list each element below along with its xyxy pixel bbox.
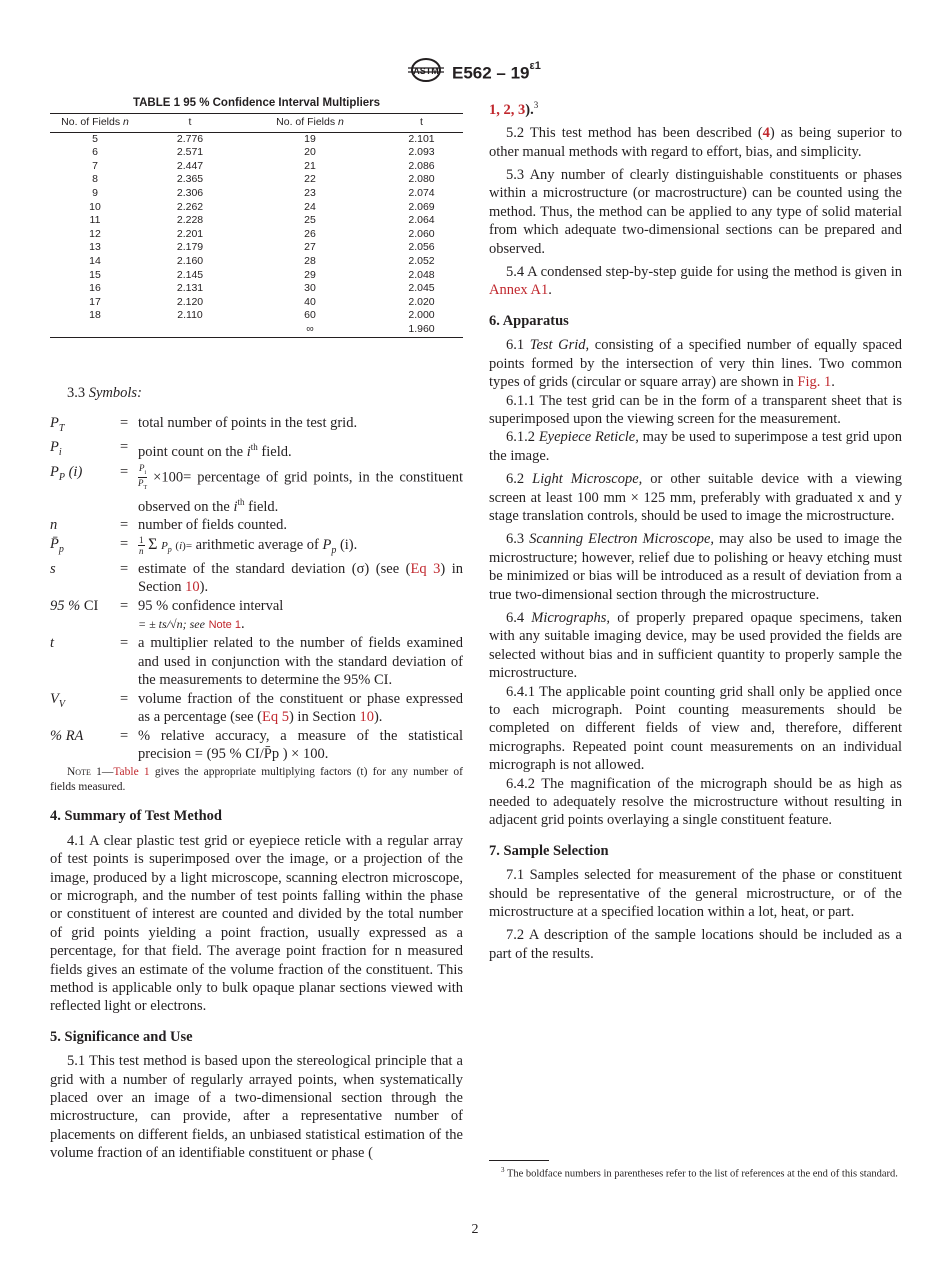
equals: =: [120, 535, 129, 552]
table-cell: 2.160: [176, 254, 204, 267]
ref-link[interactable]: 4: [762, 125, 770, 142]
table-cell: 15: [89, 268, 101, 281]
equals: =: [120, 597, 129, 614]
table-cell: 2.776: [176, 132, 204, 145]
table-cell: 2.052: [408, 254, 435, 267]
table-cell: 13: [89, 241, 101, 254]
table-cell: 24: [304, 200, 316, 213]
table-cell: 2.201: [176, 227, 204, 240]
symbol-row: [50, 516, 463, 534]
paragraph: 5.4 A condensed step-by-step guide for using the method is given in Annex A1.: [489, 264, 902, 299]
table-row: [50, 255, 463, 269]
equals: =: [120, 517, 129, 534]
right-column: [489, 96, 902, 968]
equals: =: [120, 727, 129, 744]
table-header: t: [140, 114, 240, 133]
section-heading: 4. Summary of Test Method: [50, 808, 222, 825]
table-cell: 2.365: [176, 173, 204, 186]
table-cell: 1.960: [380, 323, 463, 337]
table-cell: 14: [89, 254, 101, 267]
symbol-row: [50, 727, 463, 764]
footnote: $^3$ The boldface numbers in parentheses refer to the list of references at the end of this standard.: [501, 1166, 898, 1180]
paragraph: 5.3 Any number of clearly distinguishable constituents or phases within a microstructure (or macrostructure) can be counted using the method. Thus, the method can be applied to any type of solid material from which adequate two-dimensional sections can be prepared and observed.: [489, 167, 902, 257]
section-heading: 7. Sample Selection: [489, 842, 609, 859]
table-cell: 2.020: [408, 295, 435, 308]
paragraph: 4.1 A clear plastic test grid or eyepiece reticle with a regular array of test points is superimposed over the image, or a projection of the image, produced by a light microscope, scanning electron microscope, or micrograph, and the number of test points falling within the phase or constituent of interest are counted and divided by the total number of grid points yielding a point fraction, usually expressed as a percentage, for that field. The average point fraction for n measured fields gives an estimate of the volume fraction of the constituent. This method is applicable only to bulk opaque planar sections viewed with reflected light or electrons.: [50, 832, 463, 1015]
symbol-definition: 95 % confidence interval = ± ts/√n; see Note 1.: [138, 597, 284, 633]
table-title: TABLE 1 95 % Confidence Interval Multipliers: [132, 97, 381, 109]
table-header: No. of Fields n: [50, 114, 140, 133]
table-cell: 8: [92, 173, 98, 186]
symbol: % RA: [50, 727, 84, 744]
table-cell: 7: [92, 159, 98, 172]
table-cell: 27: [304, 241, 316, 254]
section10-link[interactable]: 10: [359, 709, 374, 726]
table-cell: 2.064: [408, 214, 435, 227]
equals: =: [120, 690, 129, 707]
table-cell: 18: [89, 309, 101, 322]
symbol: s: [50, 560, 56, 577]
symbol: $V_V$: [50, 690, 65, 710]
fig1-link[interactable]: Fig. 1: [797, 374, 832, 391]
paragraph: 6.1.2 Eyepiece Reticle, may be used to superimpose a test grid upon the image.: [489, 429, 902, 464]
paragraph: 6.1.1 The test grid can be in the form of a transparent sheet that is superimposed upon the viewing screen for the measurement.: [489, 392, 902, 427]
paragraph: 5.1 This test method is based upon the stereological principle that a grid with a number of regularly arrayed points, when systematically placed over an image of a two-dimensional section through the microstructure, can provide, after a representative number of placements on different fields, an unbiased statistical estimation of the volume fraction of an identifiable constituent or phase (: [50, 1053, 463, 1162]
equals: =: [120, 439, 129, 456]
ref-link[interactable]: 1, 2, 3: [489, 101, 526, 118]
table-cell: 40: [304, 295, 316, 308]
symbol: $P̄_p$: [50, 535, 64, 555]
table-cell: 2.110: [177, 309, 203, 322]
table-cell: 2.179: [176, 241, 204, 254]
section10-link[interactable]: 10: [185, 579, 200, 596]
table-cell: 6: [92, 146, 98, 159]
note-1: Note 1—Table 1 gives the appropriate multiplying factors (t) for any number of fields measured.: [50, 766, 463, 794]
table-row: [50, 228, 463, 242]
table-cell: 2.074: [408, 186, 435, 199]
table-cell: 2.060: [408, 227, 435, 240]
astm-logo-text: ASTM: [413, 66, 439, 76]
table-row: [50, 214, 463, 228]
symbol-row: [50, 463, 463, 517]
eq5-link[interactable]: Eq 5: [261, 709, 289, 726]
table1-link[interactable]: Table 1: [113, 766, 150, 779]
table-cell: 19: [304, 132, 316, 145]
paragraph: 6.1 Test Grid, consisting of a specified number of equally spaced points formed by the intersection of very thin lines. Two common types of grids (circular or square array) are shown in Fig. 1.: [489, 337, 903, 391]
table-cell: 17: [89, 295, 101, 308]
section-heading: 6. Apparatus: [489, 312, 569, 329]
equals: =: [120, 635, 129, 652]
table-cell: 22: [304, 173, 316, 186]
table-cell: 2.145: [176, 268, 204, 281]
table-cell: 26: [304, 227, 316, 240]
annex-a1-link[interactable]: Annex A1: [489, 282, 549, 299]
table-cell: 16: [89, 282, 101, 295]
table-cell: 30: [304, 282, 316, 295]
fraction: $\frac{1}{n}$: [139, 534, 144, 556]
paragraph: 6.4.2 The magnification of the micrograph should be as high as needed to adequately resolve the microstructure without resulting in adjacent grid points overlaying a single constituent feature.: [489, 775, 902, 829]
symbol: $P_P$ (i): [50, 463, 83, 483]
table-header-row: [50, 114, 463, 133]
table-cell: 23: [304, 186, 316, 199]
symbol-row: [50, 560, 463, 597]
table-row: [50, 187, 463, 201]
table-row: [50, 241, 463, 255]
table-cell: 2.093: [408, 146, 435, 159]
table-cell: 2.101: [408, 132, 435, 145]
table-row: [50, 146, 463, 160]
table-cell: 2.086: [408, 159, 435, 172]
symbol-definition: total number of points in the test grid.: [138, 414, 358, 431]
table-body: [50, 132, 463, 337]
paragraph: 7.1 Samples selected for measurement of the phase or constituent should be representative of the general microstructure, or of the microstructure at a specified location within a lot, heat, or part.: [489, 867, 902, 921]
table-cell: 9: [92, 186, 98, 199]
table-cell: 21: [304, 159, 316, 172]
paragraph: 6.2 Light Microscope, or other suitable device with a viewing screen at least 100 mm × 125 mm, preferably with graduated x and y stage translation controls, should be used to image the microstructure.: [489, 471, 902, 524]
symbol: n: [50, 517, 58, 534]
document-id: $E562 - 19^{\varepsilon 1}$: [452, 60, 541, 83]
table-cell: 2.306: [176, 186, 204, 199]
table-cell: 10: [89, 200, 101, 213]
table-cell: 28: [304, 254, 316, 267]
table-row: [50, 160, 463, 174]
table-cell: 2.069: [408, 200, 435, 213]
table-cell: 2.048: [408, 268, 435, 281]
table-row: [50, 309, 463, 323]
table-row: [50, 173, 463, 187]
fraction: $\frac{P_i}{P_T}$: [138, 462, 148, 492]
table-cell: 2.120: [176, 295, 204, 308]
table-row: [50, 201, 463, 215]
paragraph: 1, 2, 3).$^3$: [489, 100, 539, 118]
table-header: No. of Fields n: [240, 114, 380, 133]
table-cell: 2.131: [176, 282, 204, 295]
table-row: [50, 132, 463, 146]
table-cell: [50, 323, 140, 337]
table-cell: 2.571: [176, 146, 204, 159]
eq3-link[interactable]: Eq 3: [410, 560, 441, 577]
left-column: [50, 96, 463, 1163]
symbols-heading: 3.3 Symbols:: [67, 384, 142, 401]
paragraph: 6.4.1 The applicable point counting grid shall only be applied once to each micrograph. Point counting measurements should be completed on different fields of view and, therefore, different micrographs. Repeated point count measurements on an individual micrograph is not allowed.: [489, 683, 902, 774]
table-row: [50, 282, 463, 296]
table-cell: 60: [304, 309, 316, 322]
symbol-row: [50, 634, 463, 689]
paragraph: 7.2 A description of the sample locations should be included as a part of the results.: [489, 927, 902, 962]
symbol-definition: % relative accuracy, a measure of the statistical precision = (95 % CI/P̄p ) × 100.: [138, 727, 463, 762]
table-cell: 2.000: [408, 309, 435, 322]
symbol-definition: number of fields counted.: [138, 517, 287, 534]
section-heading: 5. Significance and Use: [50, 1028, 193, 1045]
table-cell: [140, 323, 240, 337]
symbol: t: [50, 635, 55, 652]
equals: =: [120, 463, 129, 480]
symbol: 95 % CI: [50, 597, 99, 614]
table-cell: 5: [92, 132, 98, 145]
footnote-rule: [489, 1160, 549, 1161]
confidence-multipliers-table: [50, 113, 463, 338]
symbol-definition: estimate of the standard deviation (σ) (see (Eq 3) in Section 10).: [138, 560, 464, 596]
table-row: [50, 269, 463, 283]
table-cell: 29: [304, 268, 316, 281]
symbol-row: [50, 414, 463, 438]
table-cell: 2.262: [176, 200, 204, 213]
paragraph: 6.4 Micrographs, of properly prepared opaque specimens, taken with any suitable imaging device, may be used provided the fields are selected without bias and in sufficient quantity to properly sample the microstructure.: [489, 609, 903, 682]
table-cell: 2.447: [176, 159, 204, 172]
table-row: [50, 323, 463, 337]
symbol: $P_i$: [50, 439, 62, 459]
table-header: t: [380, 114, 463, 133]
symbol-definition: $\frac{P_i}{P_T} \times 100=$ percentage of grid points, in the constituent observed on the $i^{th}$ field.: [138, 462, 464, 515]
note1-link[interactable]: Note 1: [208, 619, 241, 632]
paragraph: 5.2 This test method has been described (4) as being superior to other manual methods with regard to effort, bias, and simplicity.: [489, 125, 902, 160]
paragraph: 6.3 Scanning Electron Microscope, may also be used to image the microstructure; however, relief due to polishing or heavy etching must be minimized or bias will be introduced as a result of deviation from a true two-dimensional section through the microstructure.: [489, 531, 902, 603]
page-header: [0, 58, 950, 82]
symbol: $P_T$: [50, 414, 65, 434]
table-cell: ∞: [240, 323, 380, 337]
table-cell: 2.056: [408, 241, 435, 254]
symbol-row: [50, 597, 463, 635]
table-cell: 2.045: [408, 282, 435, 295]
table-cell: 20: [304, 146, 316, 159]
symbol-row: [50, 438, 463, 462]
symbol-definition: point count on the $i^{th}$ field.: [138, 442, 292, 461]
table-cell: 11: [89, 214, 101, 227]
equals: =: [120, 560, 129, 577]
symbol-row: [50, 690, 463, 727]
page-number: 2: [471, 1222, 479, 1237]
symbol-row: [50, 535, 463, 560]
table-cell: 2.080: [408, 173, 435, 186]
symbol-definition: volume fraction of the constituent or phase expressed as a percentage (see (Eq 5) in Section 10).: [138, 690, 463, 726]
table-cell: 25: [304, 214, 316, 227]
symbol-definition: a multiplier related to the number of fields examined and used in conjunction with the standard deviation of the measurements to determine the 95% CI.: [138, 635, 463, 689]
symbol-definition: $\frac{1}{n}$ Σ $P_p$ (i)= arithmetic average of $P_p$ (i).: [139, 534, 358, 556]
table-cell: 12: [89, 227, 101, 240]
table-cell: 2.228: [176, 214, 204, 227]
equals: =: [120, 414, 129, 431]
astm-logo-icon: [405, 58, 447, 82]
table-row: [50, 296, 463, 310]
